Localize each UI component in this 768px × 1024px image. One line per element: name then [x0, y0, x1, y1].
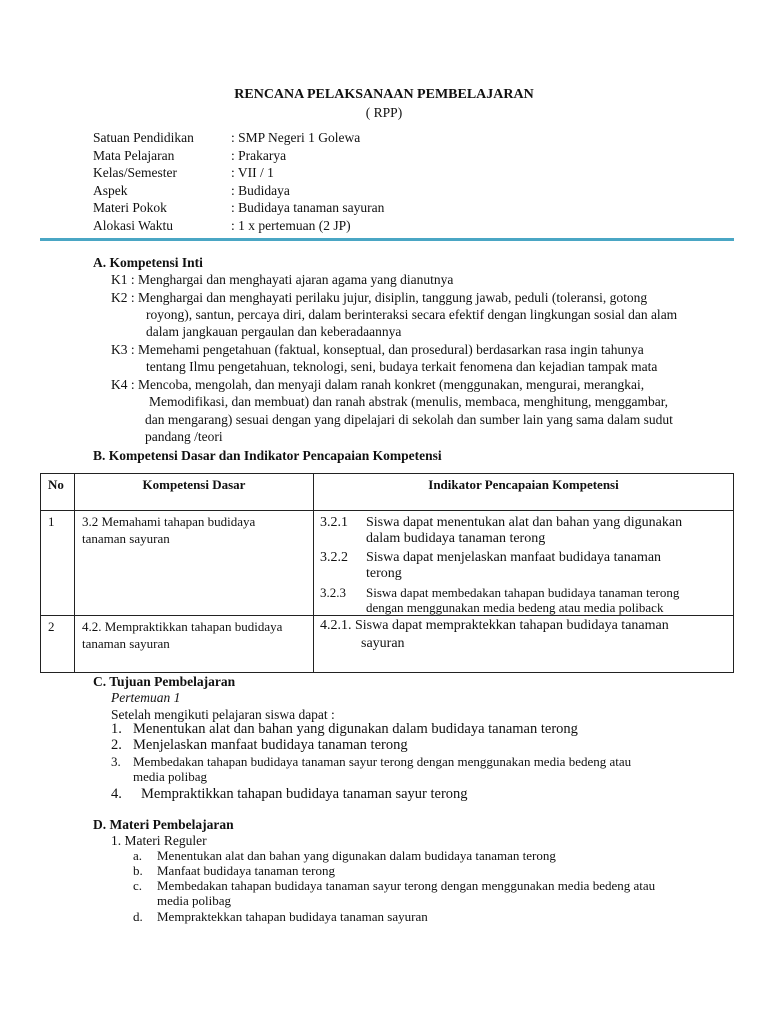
k3-line: K3 : Memehami pengetahuan (faktual, konseptual, dan prosedural) berdasarkan rasa ingin tahunya	[111, 342, 644, 357]
table-header-row	[41, 474, 734, 511]
competency-table	[40, 473, 734, 673]
identity-value: : Budidaya	[231, 183, 290, 198]
indicator-item	[320, 585, 733, 615]
page-title: RENCANA PELAKSANAAN PEMBELAJARAN	[234, 87, 534, 102]
indicator-cell	[314, 511, 734, 616]
identity-value: : VII / 1	[231, 165, 274, 180]
list-item	[133, 909, 428, 925]
list-letter: b.	[133, 863, 143, 878]
indicator-line: sayuran	[361, 636, 405, 651]
list-item	[111, 721, 578, 738]
page-subtitle: ( RPP)	[365, 105, 403, 120]
section-b-heading: B. Kompetensi Dasar dan Indikator Pencapaian Kompetensi	[93, 448, 442, 463]
list-text: Menjelaskan manfaat budidaya tanaman terong	[133, 737, 408, 753]
indicator-number: 3.2.2	[320, 550, 348, 565]
indicator-cell	[314, 616, 734, 673]
indicator-item	[320, 550, 733, 582]
identity-label: Kelas/Semester	[93, 165, 177, 180]
indicator-text	[366, 585, 679, 615]
list-text: Menentukan alat dan bahan yang digunakan dalam budidaya tanaman terong	[157, 848, 556, 863]
materi-subheading: 1. Materi Reguler	[111, 833, 207, 848]
list-item	[111, 786, 468, 803]
indicator-text	[366, 550, 661, 582]
kd-line: tanaman sayuran	[82, 636, 170, 651]
section-d-heading: D. Materi Pembelajaran	[93, 817, 234, 832]
identity-value: : SMP Negeri 1 Golewa	[231, 130, 361, 145]
list-item	[111, 754, 632, 770]
col-header-indicator: Indikator Pencapaian Kompetensi	[314, 474, 734, 511]
kd-cell	[75, 616, 314, 673]
indicator-number: 3.2.1	[320, 515, 348, 530]
identity-label: Aspek	[93, 183, 128, 198]
indicator-line: dalam budidaya tanaman terong	[366, 531, 546, 546]
indicator-text	[366, 515, 682, 547]
identity-label: Satuan Pendidikan	[93, 130, 194, 145]
indicator-number: 4.2.1.	[320, 618, 352, 633]
row-no: 2	[41, 616, 75, 673]
k2-line: dalam jangkauan pergaulan dan keberadaannya	[146, 324, 402, 339]
indicator-line: dengan menggunakan media bedeng atau media poliback	[366, 600, 664, 615]
k1-line: K1 : Menghargai dan menghayati ajaran agama yang dianutnya	[111, 272, 454, 287]
meeting-label: Pertemuan 1	[111, 690, 181, 705]
identity-value: : 1 x pertemuan (2 JP)	[231, 218, 351, 233]
table-row	[41, 616, 734, 673]
section-a-heading: A. Kompetensi Inti	[93, 255, 203, 270]
list-text: Mempraktikkan tahapan budidaya tanaman sayur terong	[141, 786, 468, 802]
list-text-continued: media polibag	[133, 769, 208, 784]
list-letter: d.	[133, 909, 143, 924]
divider-rule	[40, 238, 734, 241]
identity-value: : Prakarya	[231, 148, 287, 163]
list-number: 3.	[111, 754, 121, 769]
col-header-kd: Kompetensi Dasar	[75, 474, 314, 511]
k4-line: K4 : Mencoba, mengolah, dan menyaji dalam ranah konkret (menggunakan, mengurai, merangkai,	[111, 377, 645, 392]
k3-line: tentang Ilmu pengetahuan, teknologi, seni, budaya terkait fenomena dan kejadian tampak mata	[146, 359, 658, 374]
list-item	[133, 848, 556, 864]
objectives-intro: Setelah mengikuti pelajaran siswa dapat :	[111, 707, 335, 722]
list-number: 4.	[111, 786, 122, 802]
list-text-continued: media polibag	[157, 893, 232, 908]
kd-line: 3.2 Memahami tahapan budidaya	[82, 514, 256, 529]
k2-line: royong), santun, percaya diri, dalam berinteraksi secara efektif dengan lingkungan sosial dan alam	[146, 307, 678, 322]
list-letter: c.	[133, 878, 143, 893]
list-number: 2.	[111, 737, 122, 753]
indicator-line: terong	[366, 566, 402, 581]
indicator-item	[320, 515, 733, 547]
col-header-no: No	[41, 474, 75, 511]
indicator-line: Siswa dapat menentukan alat dan bahan yang digunakan	[366, 515, 683, 530]
identity-label: Materi Pokok	[93, 200, 167, 215]
list-text: Mempraktekkan tahapan budidaya tanaman sayuran	[157, 909, 428, 924]
identity-label: Mata Pelajaran	[93, 148, 175, 163]
list-text: Membedakan tahapan budidaya tanaman sayur terong dengan menggunakan media bedeng atau	[157, 878, 656, 893]
k4-line: dan mengarang) sesuai dengan yang dipelajari di sekolah dan sumber lain yang sama dalam sudut	[145, 412, 673, 427]
indicator-item	[320, 618, 733, 652]
identity-label: Alokasi Waktu	[93, 218, 174, 233]
section-c-heading: C. Tujuan Pembelajaran	[93, 674, 236, 689]
k4-line: Memodifikasi, dan membuat) dan ranah abstrak (menulis, membaca, menghitung, menggambar,	[149, 394, 669, 409]
identity-value: : Budidaya tanaman sayuran	[231, 200, 385, 215]
kd-line: tanaman sayuran	[82, 531, 170, 546]
kd-cell	[75, 511, 314, 616]
table-row	[41, 511, 734, 616]
indicator-line: Siswa dapat menjelaskan manfaat budidaya tanaman	[366, 550, 662, 565]
indicator-number: 3.2.3	[320, 585, 346, 600]
indicator-line: Siswa dapat membedakan tahapan budidaya tanaman terong	[366, 585, 680, 600]
list-text: Menentukan alat dan bahan yang digunakan dalam budidaya tanaman terong	[133, 721, 578, 737]
list-text: Manfaat budidaya tanaman terong	[157, 863, 335, 878]
kd-line: 4.2. Mempraktikkan tahapan budidaya	[82, 619, 283, 634]
list-item	[133, 878, 656, 894]
indicator-line: Siswa dapat mempraktekkan tahapan budidaya tanaman	[355, 618, 669, 633]
row-no: 1	[41, 511, 75, 616]
k2-line: K2 : Menghargai dan menghayati perilaku jujur, disiplin, tanggung jawab, peduli (toleransi, gotong	[111, 290, 648, 305]
list-text: Membedakan tahapan budidaya tanaman sayur terong dengan menggunakan media bedeng atau	[133, 754, 632, 769]
list-item	[133, 863, 335, 879]
list-letter: a.	[133, 848, 143, 863]
list-number: 1.	[111, 721, 122, 737]
list-item	[111, 737, 408, 754]
k4-line: pandang /teori	[145, 429, 223, 444]
